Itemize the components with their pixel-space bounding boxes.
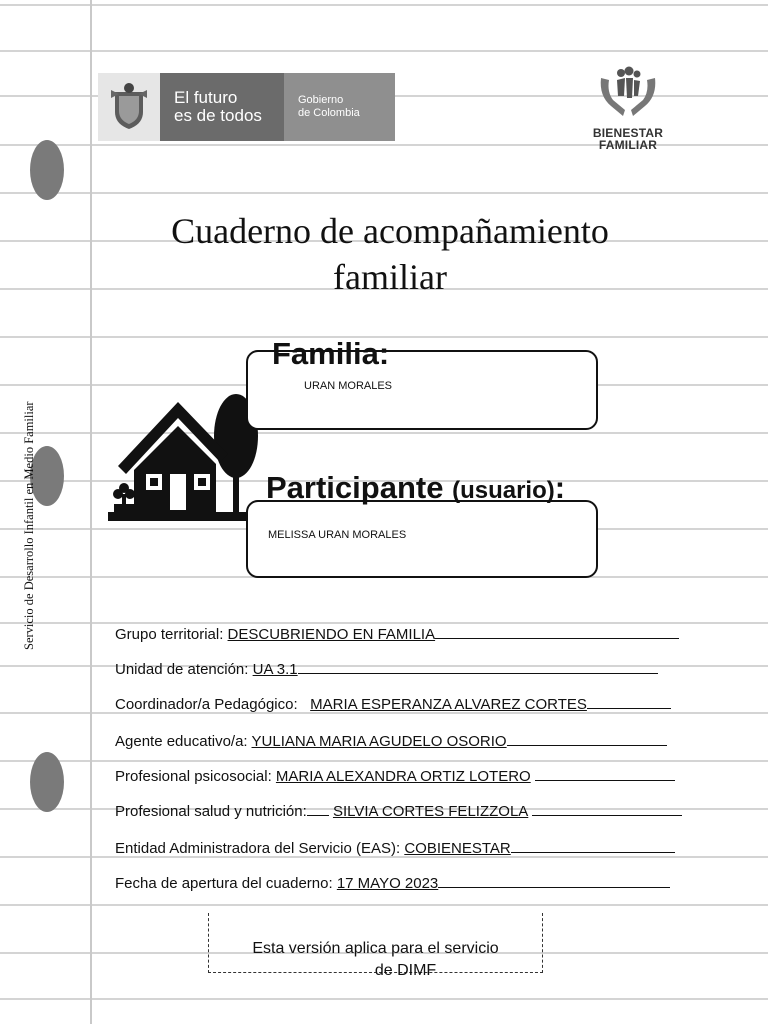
field-agente-educativo bbox=[115, 733, 667, 750]
participante-label bbox=[266, 470, 565, 506]
field-label: Unidad de atención: bbox=[115, 661, 249, 678]
field-value: YULIANA MARIA AGUDELO OSORIO bbox=[251, 733, 507, 750]
ruled-line bbox=[0, 622, 768, 624]
gov-name bbox=[284, 73, 395, 141]
ruled-line bbox=[0, 50, 768, 52]
field-value: SILVIA CORTES FELIZZOLA bbox=[332, 803, 529, 820]
ruled-line bbox=[0, 998, 768, 1000]
participante-value: MELISSA URAN MORALES bbox=[268, 529, 407, 541]
familia-value: URAN MORALES bbox=[304, 380, 393, 392]
bienestar-familiar-logo bbox=[592, 66, 664, 151]
family-hands-icon bbox=[597, 66, 659, 122]
participante-label-main: Participante bbox=[266, 470, 444, 505]
page-title bbox=[110, 208, 670, 300]
field-label: Fecha de apertura del cuaderno: bbox=[115, 875, 333, 892]
field-label: Profesional psicosocial: bbox=[115, 768, 272, 785]
field-label: Agente educativo/a: bbox=[115, 733, 248, 750]
field-value: MARIA ESPERANZA ALVAREZ CORTES bbox=[310, 696, 587, 713]
field-label: Entidad Administradora del Servicio (EAS): bbox=[115, 840, 401, 857]
margin-line bbox=[90, 0, 92, 1024]
coat-of-arms-icon bbox=[98, 73, 160, 141]
field-value: 17 MAYO 2023 bbox=[336, 875, 439, 892]
field-grupo-territorial bbox=[115, 626, 679, 643]
page-title-line2: familiar bbox=[333, 257, 447, 297]
gov-name-line2: de Colombia bbox=[298, 107, 360, 119]
field-coordinador bbox=[115, 696, 671, 713]
ruled-line bbox=[0, 904, 768, 906]
ruled-line bbox=[0, 760, 768, 762]
version-note-line2: de DIMF bbox=[374, 962, 437, 979]
field-label: Grupo territorial: bbox=[115, 626, 224, 643]
field-label: Coordinador/a Pedagógico: bbox=[115, 696, 298, 713]
field-unidad-atencion bbox=[115, 661, 658, 678]
binder-hole bbox=[30, 140, 64, 200]
field-label: Profesional salud y nutrición: bbox=[115, 803, 307, 820]
participante-colon: : bbox=[554, 470, 566, 505]
field-value: DESCUBRIENDO EN FAMILIA bbox=[227, 626, 436, 643]
page-title-line1: Cuaderno de acompañamiento bbox=[171, 211, 609, 251]
gov-slogan-line1: El futuro bbox=[174, 88, 238, 107]
gov-slogan bbox=[160, 73, 284, 141]
familia-label: Familia: bbox=[272, 336, 390, 371]
bienestar-line2: FAMILIAR bbox=[598, 138, 658, 152]
field-fecha-apertura bbox=[115, 875, 670, 892]
ruled-line bbox=[0, 4, 768, 6]
field-profesional-psicosocial bbox=[115, 768, 675, 785]
field-salud-nutricion bbox=[115, 803, 682, 820]
gobierno-logo bbox=[98, 73, 395, 141]
field-value: COBIENESTAR bbox=[404, 840, 511, 857]
house-icon bbox=[106, 394, 266, 524]
gov-name-line1: Gobierno bbox=[298, 94, 344, 106]
binder-hole bbox=[30, 752, 64, 812]
field-value: UA 3.1 bbox=[252, 661, 298, 678]
gov-slogan-line2: es de todos bbox=[174, 106, 262, 125]
field-value: MARIA ALEXANDRA ORTIZ LOTERO bbox=[275, 768, 531, 785]
bienestar-line1: BIENESTAR bbox=[592, 126, 664, 140]
side-vertical-text: Servicio de Desarrollo Infantil en Medio Familiar bbox=[22, 401, 36, 650]
participante-label-small: (usuario) bbox=[452, 477, 555, 504]
participante-box bbox=[246, 500, 598, 578]
field-eas bbox=[115, 840, 675, 857]
ruled-line bbox=[0, 192, 768, 194]
version-note bbox=[208, 913, 543, 979]
version-note-line1: Esta versión aplica para el servicio bbox=[252, 940, 499, 957]
